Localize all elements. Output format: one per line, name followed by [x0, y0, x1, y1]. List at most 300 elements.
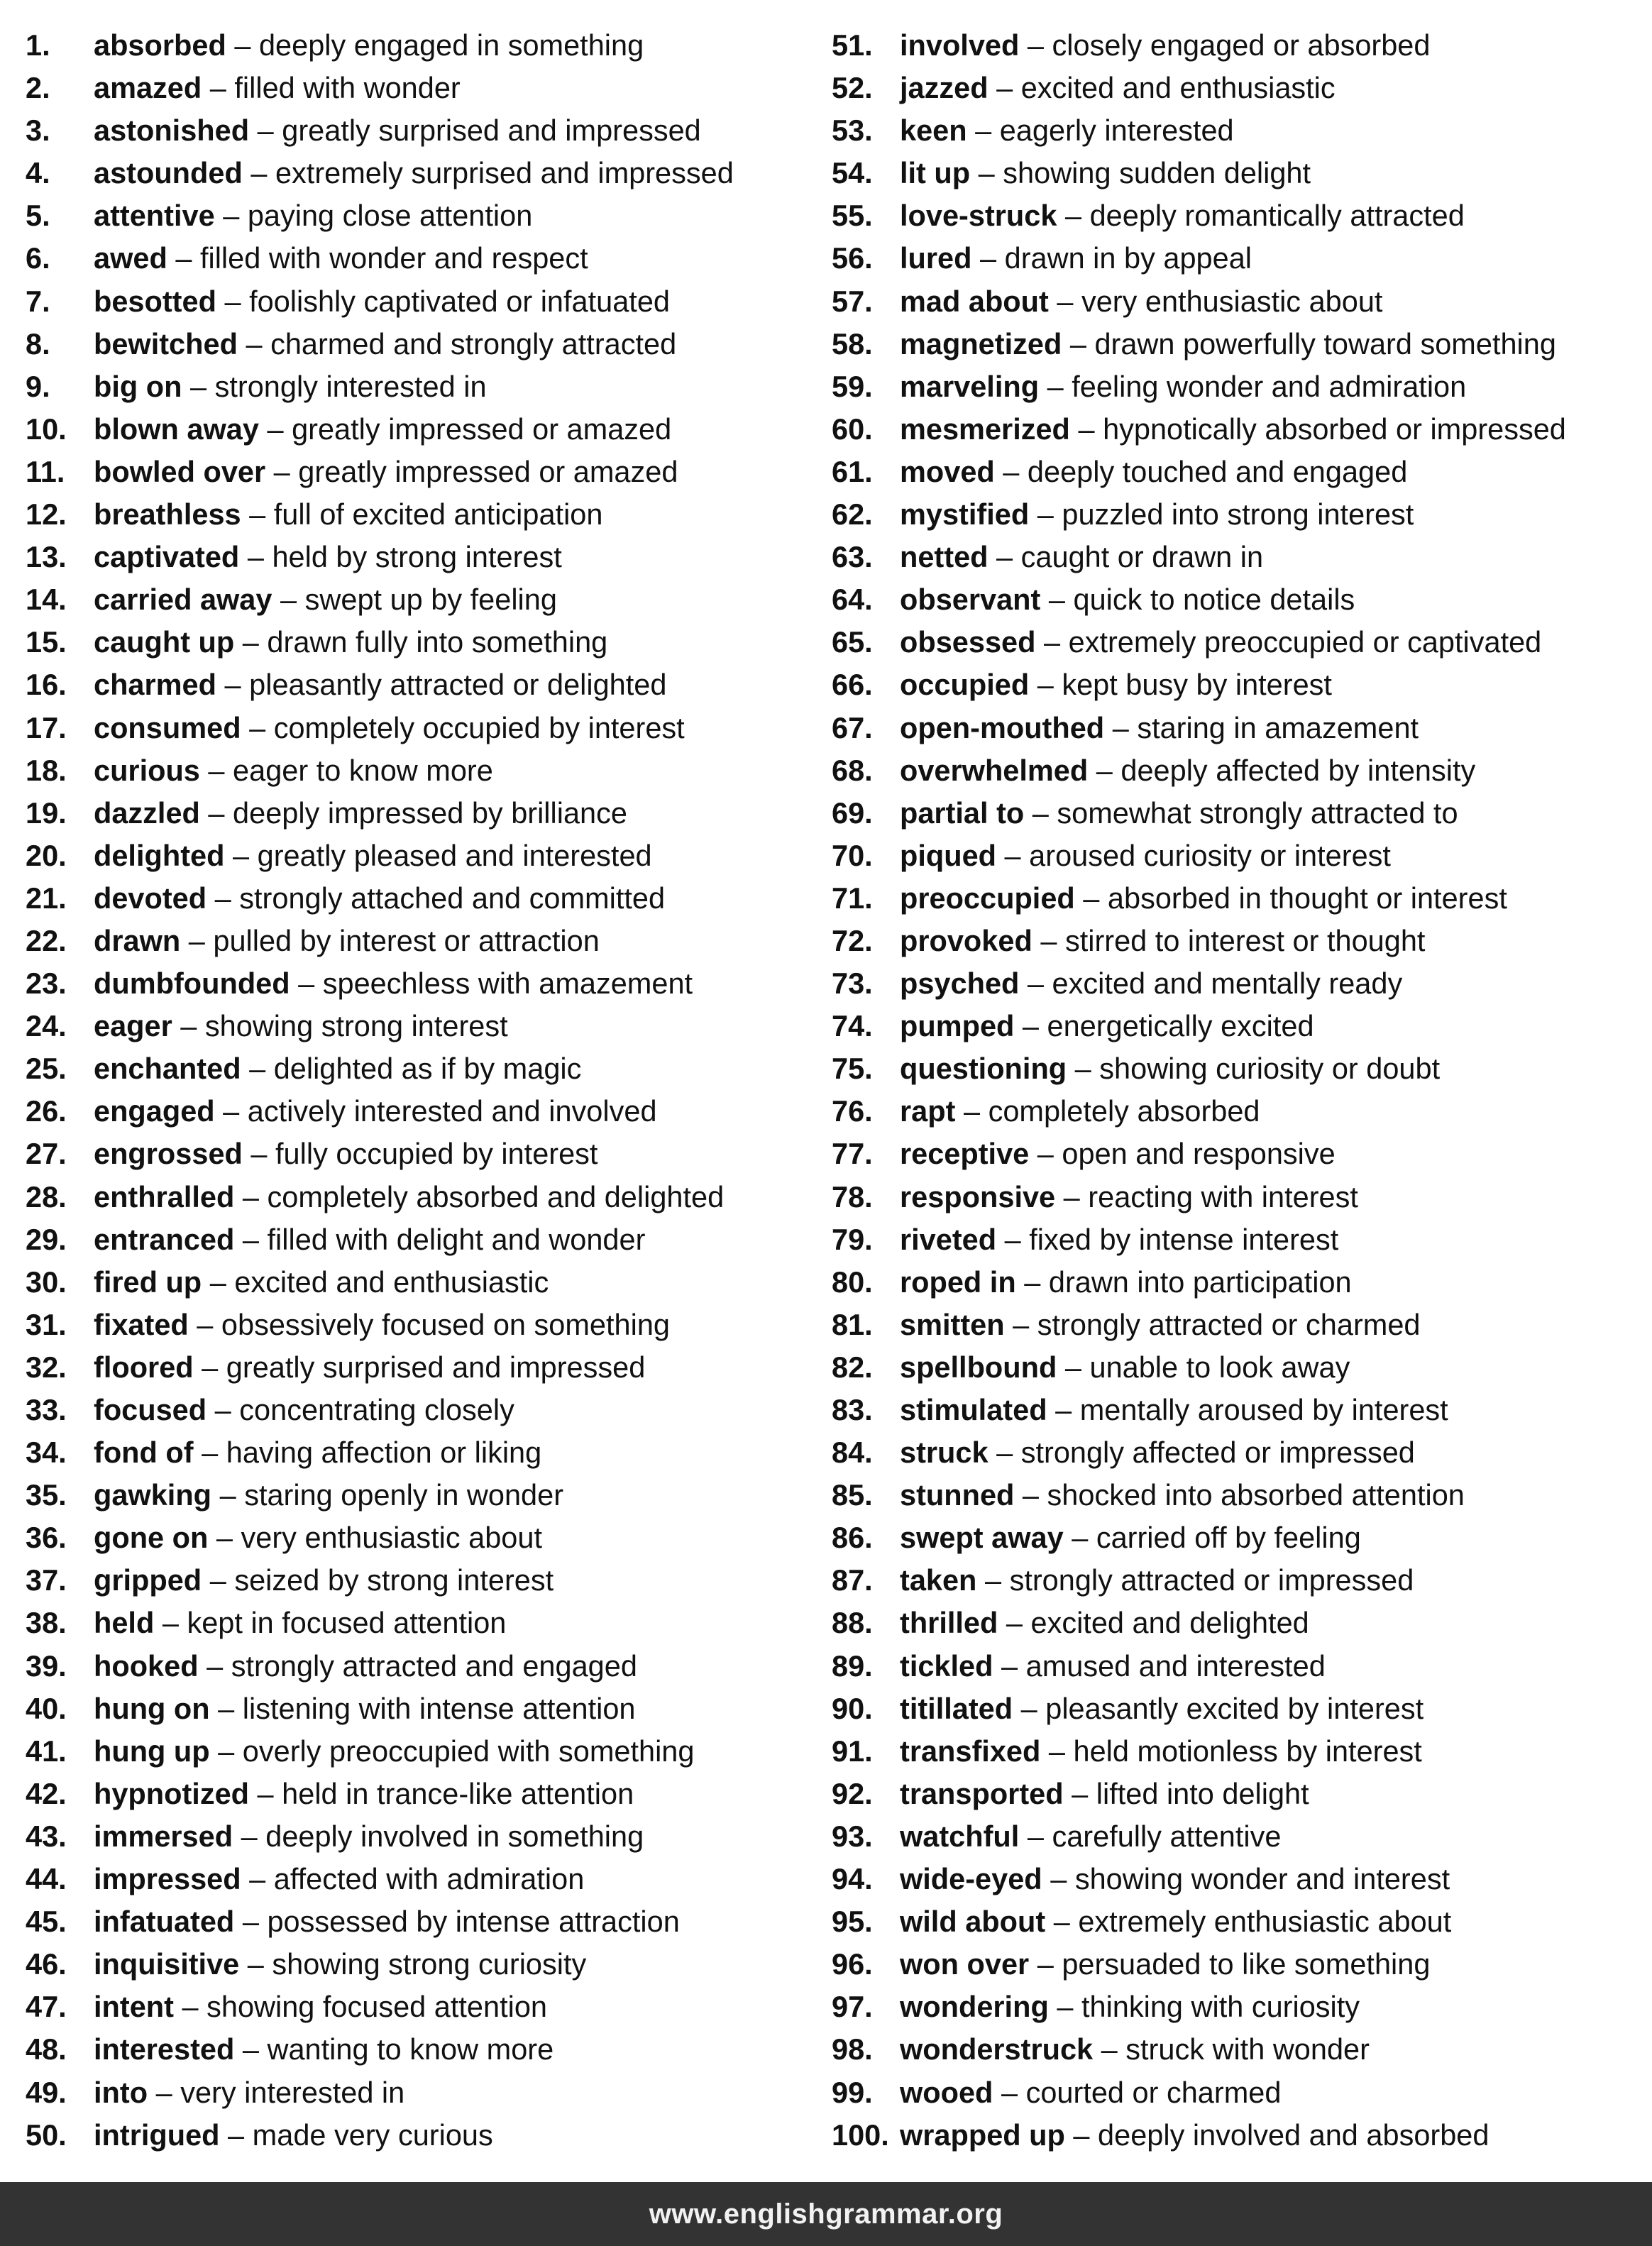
entry-number: 55.	[832, 199, 873, 233]
entry-word: consumed	[94, 710, 241, 744]
list-item	[26, 877, 820, 920]
entry-number: 14.	[26, 583, 67, 617]
entry-separator: –	[228, 2118, 245, 2152]
list-item	[832, 451, 1648, 493]
entry-separator: –	[1048, 1734, 1065, 1768]
entry-word: breathless	[94, 497, 241, 532]
list-item	[26, 1858, 820, 1900]
entry-number: 91.	[832, 1734, 873, 1768]
entry-separator: –	[280, 583, 297, 617]
entry-definition: shocked into absorbed attention	[1047, 1478, 1465, 1512]
entry-separator: –	[1032, 796, 1049, 830]
list-item	[832, 1645, 1648, 1688]
entry-text	[900, 365, 1466, 408]
entry-word: obsessed	[900, 625, 1036, 659]
entry-separator: –	[1057, 284, 1074, 318]
entry-text	[94, 1559, 554, 1602]
entry-number: 33.	[26, 1393, 67, 1426]
list-item	[26, 536, 820, 578]
list-item	[26, 323, 820, 365]
entry-word: swept away	[900, 1521, 1064, 1555]
entry-number: 80.	[832, 1265, 873, 1299]
list-item	[26, 1602, 820, 1644]
entry-definition: greatly impressed or amazed	[292, 412, 672, 446]
entry-number: 20.	[26, 838, 67, 872]
list-item	[832, 877, 1648, 920]
entry-text	[94, 1773, 634, 1815]
entry-number: 18.	[26, 753, 67, 787]
entry-text	[900, 920, 1425, 962]
entry-word: riveted	[900, 1222, 997, 1256]
list-item	[832, 408, 1648, 451]
entry-definition: fully occupied by interest	[275, 1137, 598, 1171]
entry-text	[94, 920, 600, 962]
entry-definition: closely engaged or absorbed	[1052, 28, 1431, 62]
entry-definition: strongly interested in	[214, 369, 487, 403]
entry-definition: made very curious	[252, 2118, 493, 2152]
entry-number: 17.	[26, 710, 67, 744]
entry-text	[900, 451, 1407, 493]
entry-word: love-struck	[900, 199, 1057, 233]
entry-number: 36.	[26, 1521, 67, 1555]
entry-word: astonished	[94, 114, 250, 148]
entry-number: 98.	[832, 2032, 873, 2066]
list-item	[832, 835, 1648, 877]
entry-text	[900, 1090, 1260, 1133]
entry-separator: –	[1024, 1265, 1041, 1299]
entry-number: 99.	[832, 2075, 873, 2109]
entry-separator: –	[247, 540, 264, 574]
entry-separator: –	[1027, 28, 1044, 62]
entry-definition: struck with wonder	[1125, 2032, 1370, 2066]
list-item	[26, 451, 820, 493]
list-item	[832, 194, 1648, 237]
entry-number: 74.	[832, 1009, 873, 1043]
entry-separator: –	[242, 625, 259, 659]
entry-text	[94, 877, 665, 920]
entry-text	[900, 280, 1382, 323]
entry-number: 37.	[26, 1563, 67, 1597]
entry-separator: –	[996, 71, 1013, 105]
entry-word: wooed	[900, 2075, 993, 2109]
entry-word: observant	[900, 583, 1041, 617]
entry-separator: –	[273, 454, 290, 488]
entry-number: 60.	[832, 412, 873, 446]
entry-word: roped in	[900, 1265, 1016, 1299]
entry-text	[94, 109, 701, 152]
entry-separator: –	[182, 1990, 199, 2024]
entry-number: 15.	[26, 625, 67, 659]
entry-number: 19.	[26, 796, 67, 830]
entry-separator: –	[197, 1307, 214, 1341]
entry-number: 68.	[832, 753, 873, 787]
list-item	[26, 962, 820, 1005]
entry-definition: drawn in by appeal	[1004, 241, 1252, 275]
entry-word: thrilled	[900, 1606, 998, 1640]
entry-text	[94, 1389, 514, 1431]
entry-word: involved	[900, 28, 1020, 62]
list-item	[26, 1047, 820, 1090]
entry-separator: –	[1037, 1947, 1054, 1981]
entry-word: engaged	[94, 1094, 215, 1128]
entry-word: captivated	[94, 540, 240, 574]
entry-word: attentive	[94, 199, 215, 233]
list-item	[26, 1389, 820, 1431]
entry-number: 75.	[832, 1052, 873, 1086]
list-item	[26, 1645, 820, 1688]
entry-word: keen	[900, 114, 967, 148]
entry-number: 94.	[832, 1862, 873, 1896]
entry-number: 3.	[26, 114, 50, 148]
entry-number: 72.	[832, 923, 873, 957]
list-item	[26, 194, 820, 237]
list-item	[26, 237, 820, 280]
entry-definition: excited and enthusiastic	[234, 1265, 549, 1299]
entry-text	[94, 323, 676, 365]
list-item	[832, 536, 1648, 578]
entry-separator: –	[249, 710, 266, 744]
list-item	[832, 664, 1648, 706]
entry-word: hung up	[94, 1734, 210, 1768]
list-item	[832, 1730, 1648, 1773]
entry-separator: –	[963, 1094, 981, 1128]
entry-number: 44.	[26, 1862, 67, 1896]
entry-definition: lifted into delight	[1096, 1776, 1309, 1810]
entry-definition: seized by strong interest	[234, 1563, 554, 1597]
entry-number: 97.	[832, 1990, 873, 2024]
entry-separator: –	[1050, 1862, 1067, 1896]
entry-text	[900, 749, 1475, 792]
entry-definition: greatly impressed or amazed	[298, 454, 678, 488]
entry-separator: –	[1040, 923, 1057, 957]
entry-definition: puzzled into strong interest	[1062, 497, 1414, 532]
entry-definition: feeling wonder and admiration	[1072, 369, 1467, 403]
list-item	[832, 152, 1648, 194]
entry-separator: –	[1027, 1819, 1044, 1853]
entry-definition: caught or drawn in	[1020, 540, 1264, 574]
entry-number: 73.	[832, 967, 873, 1001]
entry-definition: deeply involved and absorbed	[1098, 2118, 1489, 2152]
entry-text	[900, 962, 1402, 1005]
entry-definition: showing wonder and interest	[1074, 1862, 1450, 1896]
entry-definition: overly preoccupied with something	[242, 1734, 695, 1768]
entry-separator: –	[267, 412, 284, 446]
entry-separator: –	[249, 1052, 266, 1086]
entry-text	[900, 1602, 1309, 1644]
entry-separator: –	[214, 1393, 231, 1426]
entry-word: blown away	[94, 412, 259, 446]
list-item	[832, 1602, 1648, 1644]
entry-separator: –	[1004, 1222, 1021, 1256]
entry-separator: –	[1096, 753, 1113, 787]
entry-number: 76.	[832, 1094, 873, 1128]
entry-number: 16.	[26, 668, 67, 702]
entry-number: 43.	[26, 1819, 67, 1853]
list-item	[832, 1133, 1648, 1175]
list-item	[832, 792, 1648, 835]
entry-word: watchful	[900, 1819, 1020, 1853]
entry-text	[900, 1431, 1415, 1474]
entry-text	[900, 493, 1414, 536]
entry-number: 7.	[26, 284, 50, 318]
entry-separator: –	[1006, 1606, 1023, 1640]
entry-definition: strongly attracted or charmed	[1037, 1307, 1421, 1341]
entry-word: receptive	[900, 1137, 1030, 1171]
entry-number: 38.	[26, 1606, 67, 1640]
entry-word: open-mouthed	[900, 710, 1105, 744]
entry-word: partial to	[900, 796, 1025, 830]
entry-text	[94, 1602, 506, 1644]
entry-definition: held motionless by interest	[1073, 1734, 1422, 1768]
entry-word: devoted	[94, 881, 207, 915]
list-item	[26, 280, 820, 323]
entry-number: 22.	[26, 923, 67, 957]
entry-definition: unable to look away	[1089, 1350, 1350, 1384]
list-item	[832, 707, 1648, 749]
entry-text	[94, 152, 734, 194]
entry-separator: –	[1027, 967, 1044, 1001]
entry-number: 6.	[26, 241, 50, 275]
entry-text	[900, 1218, 1338, 1261]
list-item	[832, 1304, 1648, 1346]
entry-text	[94, 664, 666, 706]
entry-definition: kept in focused attention	[187, 1606, 507, 1640]
entry-definition: carried off by feeling	[1096, 1521, 1361, 1555]
entry-word: fond of	[94, 1436, 194, 1470]
entry-text	[94, 792, 627, 835]
entry-definition: deeply romantically attracted	[1089, 199, 1465, 233]
entry-separator: –	[234, 28, 251, 62]
entry-definition: held by strong interest	[272, 540, 562, 574]
entry-definition: staring in amazement	[1137, 710, 1419, 744]
entry-definition: obsessively focused on something	[221, 1307, 671, 1341]
entry-text	[900, 664, 1332, 706]
entry-number: 88.	[832, 1606, 873, 1640]
entry-separator: –	[1037, 668, 1054, 702]
list-item	[26, 493, 820, 536]
entry-text	[94, 707, 685, 749]
entry-text	[94, 1218, 645, 1261]
entry-number: 92.	[832, 1776, 873, 1810]
list-item	[832, 237, 1648, 280]
entry-word: wondering	[900, 1990, 1049, 2024]
entry-definition: listening with intense attention	[242, 1691, 636, 1725]
entry-word: lured	[900, 241, 972, 275]
list-item	[832, 1261, 1648, 1304]
entry-word: infatuated	[94, 1905, 235, 1939]
list-item	[26, 1688, 820, 1730]
entry-definition: greatly surprised and impressed	[282, 114, 701, 148]
entry-word: provoked	[900, 923, 1032, 957]
entry-definition: held in trance-like attention	[282, 1776, 634, 1810]
entry-text	[900, 1730, 1422, 1773]
entry-number: 66.	[832, 668, 873, 702]
entry-number: 49.	[26, 2075, 67, 2109]
entry-word: occupied	[900, 668, 1030, 702]
entry-separator: –	[298, 967, 315, 1001]
entry-word: immersed	[94, 1819, 233, 1853]
entry-word: bewitched	[94, 326, 238, 360]
entry-word: intent	[94, 1990, 174, 2024]
entry-number: 63.	[832, 540, 873, 574]
entry-definition: filled with wonder and respect	[199, 241, 588, 275]
entry-number: 5.	[26, 199, 50, 233]
list-item	[832, 1005, 1648, 1047]
list-item	[26, 1815, 820, 1858]
entry-text	[94, 67, 461, 109]
entry-number: 31.	[26, 1307, 67, 1341]
entry-number: 78.	[832, 1179, 873, 1213]
entry-number: 11.	[26, 454, 65, 488]
list-item	[832, 1943, 1648, 1986]
entry-definition: extremely preoccupied or captivated	[1068, 625, 1542, 659]
entry-text	[900, 1900, 1451, 1943]
entry-word: smitten	[900, 1307, 1005, 1341]
entry-word: big on	[94, 369, 182, 403]
entry-separator: –	[208, 796, 225, 830]
entry-text	[900, 2028, 1370, 2071]
entry-number: 8.	[26, 326, 50, 360]
entry-word: mesmerized	[900, 412, 1070, 446]
entry-separator: –	[209, 1265, 226, 1299]
entry-text	[94, 237, 588, 280]
entry-text	[94, 2114, 493, 2157]
entry-text	[94, 1176, 724, 1218]
entry-word: caught up	[94, 625, 235, 659]
entry-word: tickled	[900, 1648, 993, 1683]
entry-definition: deeply engaged in something	[258, 28, 644, 62]
entry-definition: full of excited anticipation	[273, 497, 603, 532]
list-item	[832, 2114, 1648, 2157]
entry-text	[900, 1176, 1358, 1218]
entry-separator: –	[1001, 1648, 1018, 1683]
list-item	[26, 835, 820, 877]
entry-separator: –	[975, 114, 992, 148]
entry-separator: –	[1053, 1905, 1070, 1939]
entry-separator: –	[188, 923, 205, 957]
entry-word: entranced	[94, 1222, 235, 1256]
entry-separator: –	[242, 1222, 259, 1256]
entry-definition: deeply touched and engaged	[1027, 454, 1408, 488]
entry-text	[900, 1815, 1281, 1858]
entry-separator: –	[242, 1179, 259, 1213]
entry-number: 52.	[832, 71, 873, 105]
list-item	[26, 749, 820, 792]
list-item	[832, 1773, 1648, 1815]
entry-separator: –	[180, 1009, 197, 1043]
list-item	[26, 109, 820, 152]
list-item	[26, 1943, 820, 1986]
entry-definition: affected with admiration	[273, 1862, 585, 1896]
entry-word: hung on	[94, 1691, 210, 1725]
entry-word: besotted	[94, 284, 216, 318]
entry-text	[900, 109, 1234, 152]
entry-separator: –	[209, 71, 226, 105]
entry-separator: –	[978, 156, 995, 190]
entry-text	[900, 2071, 1281, 2114]
entry-text	[900, 1005, 1314, 1047]
entry-definition: speechless with amazement	[322, 967, 693, 1001]
entry-definition: swept up by feeling	[304, 583, 557, 617]
entry-definition: extremely enthusiastic about	[1078, 1905, 1452, 1939]
entry-definition: very enthusiastic about	[1081, 284, 1383, 318]
entry-text	[900, 1559, 1414, 1602]
entry-text	[94, 365, 487, 408]
entry-number: 71.	[832, 881, 873, 915]
entry-separator: –	[216, 1521, 233, 1555]
entry-number: 26.	[26, 1094, 67, 1128]
entry-definition: greatly surprised and impressed	[226, 1350, 646, 1384]
entry-definition: fixed by intense interest	[1029, 1222, 1339, 1256]
list-item	[26, 152, 820, 194]
entry-text	[900, 1304, 1421, 1346]
list-item	[26, 408, 820, 451]
word-list-column-left	[26, 24, 820, 2157]
entry-text	[94, 1431, 541, 1474]
entry-number: 9.	[26, 369, 50, 403]
entry-text	[900, 1773, 1309, 1815]
entry-separator: –	[208, 753, 225, 787]
entry-number: 56.	[832, 241, 873, 275]
entry-definition: thinking with curiosity	[1081, 1990, 1360, 2024]
entry-word: engrossed	[94, 1137, 243, 1171]
entry-separator: –	[242, 1905, 259, 1939]
entry-text	[94, 1261, 549, 1304]
entry-word: mystified	[900, 497, 1030, 532]
entry-text	[900, 194, 1465, 237]
entry-separator: –	[1063, 1179, 1080, 1213]
entry-word: questioning	[900, 1052, 1067, 1086]
word-list-column-right	[832, 24, 1648, 2157]
entry-text	[900, 835, 1391, 877]
entry-separator: –	[1112, 710, 1129, 744]
list-item	[832, 962, 1648, 1005]
entry-word: moved	[900, 454, 995, 488]
list-item	[832, 1559, 1648, 1602]
entry-number: 86.	[832, 1521, 873, 1555]
entry-text	[900, 536, 1263, 578]
entry-number: 30.	[26, 1265, 67, 1299]
entry-word: carried away	[94, 583, 272, 617]
entry-word: piqued	[900, 838, 997, 872]
entry-word: enchanted	[94, 1052, 241, 1086]
entry-word: wrapped up	[900, 2118, 1065, 2152]
list-item	[832, 749, 1648, 792]
list-item	[832, 24, 1648, 67]
entry-separator: –	[209, 1563, 226, 1597]
entry-definition: reacting with interest	[1088, 1179, 1358, 1213]
entry-number: 32.	[26, 1350, 67, 1384]
entry-text	[900, 1688, 1424, 1730]
entry-number: 40.	[26, 1691, 67, 1725]
entry-definition: absorbed in thought or interest	[1107, 881, 1507, 915]
entry-number: 93.	[832, 1819, 873, 1853]
list-item	[832, 2071, 1648, 2114]
entry-text	[94, 1986, 547, 2028]
entry-separator: –	[1072, 1776, 1089, 1810]
entry-word: astounded	[94, 156, 243, 190]
entry-word: enthralled	[94, 1179, 235, 1213]
entry-number: 24.	[26, 1009, 67, 1043]
entry-definition: completely occupied by interest	[273, 710, 685, 744]
entry-separator: –	[241, 1819, 258, 1853]
list-item	[26, 1516, 820, 1559]
list-item	[832, 1474, 1648, 1516]
entry-separator: –	[249, 497, 266, 532]
entry-separator: –	[257, 114, 274, 148]
entry-separator: –	[1048, 583, 1065, 617]
entry-separator: –	[1047, 369, 1064, 403]
